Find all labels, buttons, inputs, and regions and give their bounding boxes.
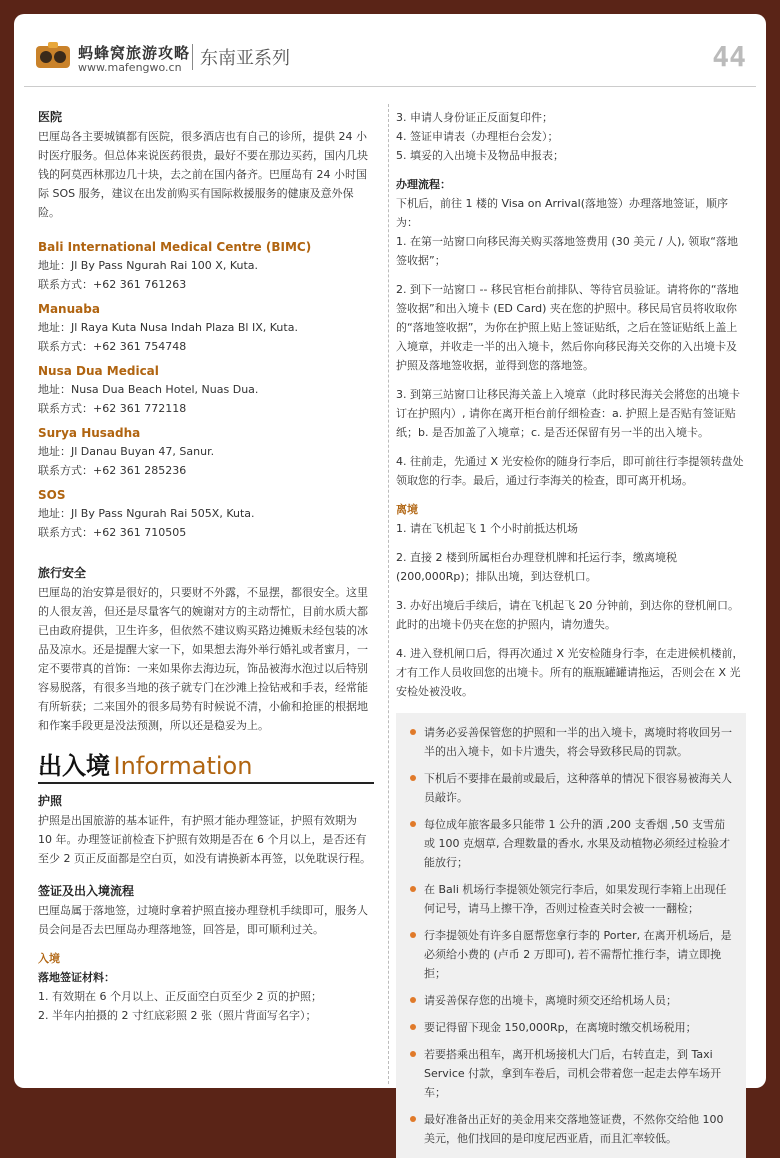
page <box>14 14 766 1145</box>
tip-item: 行李提领处有许多自愿帮您拿行李的 Porter, 在离开机场后，是必须给小费的 (卢币 2 万即可), 若不需帮忙推行李，请立即挽拒； <box>408 926 734 983</box>
exit-step: 3. 办好出境后手续后，请在飞机起飞 20 分钟前，到达你的登机闸口。此时的出境卡仍夹在您的护照内，请勿遗失。 <box>396 599 739 631</box>
process-step: 4. 往前走，先通过 X 光安检你的随身行李后，即可前往行李提领转盘处领取您的行李。最后，通过行李海关的检查，即可离开机场。 <box>396 455 744 487</box>
exit-title: 离境 <box>396 503 418 516</box>
hospital-name: Surya Husadha <box>38 426 141 440</box>
process-step: 1. 在第一站窗口向移民海关购买落地签费用 (30 美元 / 人), 领取“落地签收据”； <box>396 235 738 267</box>
hospital-address: 地址：Jl By Pass Ngurah Rai 100 X, Kuta. <box>38 259 259 272</box>
right-column <box>396 108 746 1158</box>
tip-item: 若要搭乘出租车，离开机场接机大门后，右转直走，到 Taxi Service 付款，拿到车卷后，司机会带着您一起走去停车场开车； <box>408 1045 734 1102</box>
hospital-entry <box>38 362 374 418</box>
section-heading <box>38 752 374 784</box>
bullet-icon <box>410 821 416 827</box>
section-heading-en: Information <box>113 752 253 780</box>
material-item: 5. 填妥的入出境卡及物品申报表； <box>396 149 564 162</box>
logo-title: 蚂蜂窝旅游攻略 <box>78 44 191 62</box>
page-number: 44 <box>712 40 746 73</box>
hospital-name: Manuaba <box>38 302 100 316</box>
header-rule <box>24 86 756 87</box>
material-item: 1. 有效期在 6 个月以上、正反面空白页至少 2 页的护照； <box>38 990 322 1003</box>
left-column <box>38 108 374 1025</box>
tip-item: 最好准备出正好的美金用来交落地签证费，不然你交给他 100 美元，他们找回的是印度尼西亚盾，而且汇率较低。 <box>408 1110 734 1148</box>
section-heading-cn: 出入境 <box>38 752 110 780</box>
visa-title: 签证及出入境流程 <box>38 884 135 898</box>
process-step: 3. 到第三站窗口让移民海关盖上入境章（此时移民海关会將您的出境卡订在护照内）, 请你在离开柜台前仔细检查：a. 护照上是否贴有签证贴纸；b. 是否加盖了入境章；c. 是否还保留有另一半的出入境卡。 <box>396 388 740 439</box>
bullet-icon <box>410 997 416 1003</box>
hospital-name: SOS <box>38 488 66 502</box>
bullet-icon <box>410 1051 416 1057</box>
hospital-address: 地址：Jl Raya Kuta Nusa Indah Plaza Bl IX, Kuta. <box>38 321 298 334</box>
hospital-entry <box>38 238 374 294</box>
series-title: 东南亚系列 <box>200 48 290 69</box>
safety-title: 旅行安全 <box>38 566 87 580</box>
hospital-address: 地址：Nusa Dua Beach Hotel, Nuas Dua. <box>38 383 259 396</box>
materials-title: 落地签证材料： <box>38 971 115 984</box>
process-intro: 下机后，前往 1 楼的 Visa on Arrival(落地签）办理落地签证，顺序为： <box>396 197 729 229</box>
hospital-name: Nusa Dua Medical <box>38 364 159 378</box>
hospital-phone: 联系方式：+62 361 710505 <box>38 526 187 539</box>
process-title: 办理流程： <box>396 178 451 191</box>
hospital-phone: 联系方式：+62 361 285236 <box>38 464 187 477</box>
column-divider <box>388 104 390 1084</box>
tip-item: 请务必妥善保管您的护照和一半的出入境卡，离境时将收回另一半的出入境卡，如卡片遗失，将会导致移民局的罚款。 <box>408 723 734 761</box>
page-header <box>14 14 766 94</box>
tip-item: 请妥善保存您的出境卡，离境时须交还给机场人员； <box>408 991 734 1010</box>
process-step: 2. 到下一站窗口 -- 移民官柜台前排队、等待官员验证。请将你的“落地签收据”和出入境卡 (ED Card) 夹在您的护照中。移民局官员将收取你的“落地签收据”，为你在护照上贴上签证贴纸，之后在签证贴纸上盖上入境章，并收走一半的出入境卡，然后你向移民海关交你的入出境卡及护照及落地签收据，並得到您的落地签。 <box>396 283 739 372</box>
exit-step: 1. 请在飞机起飞 1 个小时前抵达机场 <box>396 522 578 535</box>
hospital-address: 地址：Jl Danau Buyan 47, Sanur. <box>38 445 215 458</box>
hospital-entry <box>38 486 374 542</box>
passport-text: 护照是出国旅游的基本证件，有护照才能办理签证，护照有效期为 10 年。办理签证前检查下护照有效期是否在 6 个月以上，是否还有至少 2 页正反面都是空白页，如没有请换新本再签，以免耽误行程。 <box>38 814 371 865</box>
hospital-entry <box>38 424 374 480</box>
hospital-address: 地址：Jl By Pass Ngurah Rai 505X, Kuta. <box>38 507 255 520</box>
entry-title: 入境 <box>38 952 60 965</box>
tip-item: 要记得留下现金 150,000Rp，在离境时缴交机场税用； <box>408 1018 734 1037</box>
tip-item: 在 Bali 机场行李提领处领完行李后，如果发现行李箱上出现任何记号，请马上擦干净，否则过检查关时会被一一翻检； <box>408 880 734 918</box>
bullet-icon <box>410 1024 416 1030</box>
material-item: 2. 半年内拍摄的 2 寸红底彩照 2 张（照片背面写名字）； <box>38 1009 317 1022</box>
bullet-icon <box>410 1116 416 1122</box>
logo-url: www.mafengwo.cn <box>78 61 182 74</box>
passport-title: 护照 <box>38 794 63 808</box>
hospital-entry <box>38 300 374 356</box>
hospital-name: Bali International Medical Centre (BIMC) <box>38 240 312 254</box>
exit-step: 2. 直接 2 楼到所属柜台办理登机牌和托运行李，缴离境税 (200,000Rp)；排队出境，到达登机口。 <box>396 551 677 583</box>
visa-text: 巴厘岛属于落地签，过境时拿着护照直接办理登机手续即可，服务人员会问是否去巴厘岛办理落地签，回答是，即可顺利过关。 <box>38 904 368 936</box>
tip-item: 下机后不要排在最前或最后，这种落单的情况下很容易被海关人员敲诈。 <box>408 769 734 807</box>
header-separator <box>192 44 193 70</box>
hospital-phone: 联系方式：+62 361 772118 <box>38 402 187 415</box>
bullet-icon <box>410 886 416 892</box>
hospital-phone: 联系方式：+62 361 754748 <box>38 340 187 353</box>
exit-step: 4. 进入登机闸口后，得再次通过 X 光安检随身行李，在走进候机楼前，才有工作人员收回您的出境卡。所有的瓶瓶罐罐请拖运，否则会在 X 光安检处被没收。 <box>396 647 744 698</box>
logo-icon <box>34 40 72 70</box>
hospital-title: 医院 <box>38 110 63 124</box>
hospital-phone: 联系方式：+62 361 761263 <box>38 278 187 291</box>
bullet-icon <box>410 932 416 938</box>
tip-item: 每位成年旅客最多只能带 1 公升的酒 ,200 支香烟 ,50 支雪茄或 100 克烟草, 合理数量的香水, 水果及动植物必须经过检验才能放行； <box>408 815 734 872</box>
material-item: 3. 申请人身份证正反面复印件； <box>396 111 553 124</box>
safety-text: 巴厘岛的治安算是很好的，只要财不外露，不显摆，都很安全。这里的人很友善，但还是尽量客气的婉谢对方的主动帮忙，目前水质大都已由政府提供，卫生许多，但依然不建议购买路边摊贩未经包装的冰品及凉水。还是提醒大家一下，如果想去海外举行婚礼或者蜜月，一定不要带真的首饰：一来如果你去海边玩，饰品被海水泡过以后特别容易脱落，有很多当地的孩子就专门在沙滩上捡钻戒和手表，经常能有所斩获；二来国外的很多局势有时候说不清，小偷和抢匪的根据地和作案手段更是没法预测，所以还是稳妥为上。 <box>38 586 368 732</box>
hospital-text: 巴厘岛各主要城镇都有医院，很多酒店也有自己的诊所，提供 24 小时医疗服务。但总体来说医药很贵，最好不要在那边买药，国内几块钱的阿莫西林那边几十块，去之前在国内备齐。巴厘岛有 24 小时国际 SOS 服务，建议在出发前购买有国际救援服务的健康及意外保险。 <box>38 130 368 219</box>
tips-box <box>396 713 746 1158</box>
bullet-icon <box>410 729 416 735</box>
material-item: 4. 签证申请表（办理柜台会发）； <box>396 130 559 143</box>
bullet-icon <box>410 775 416 781</box>
